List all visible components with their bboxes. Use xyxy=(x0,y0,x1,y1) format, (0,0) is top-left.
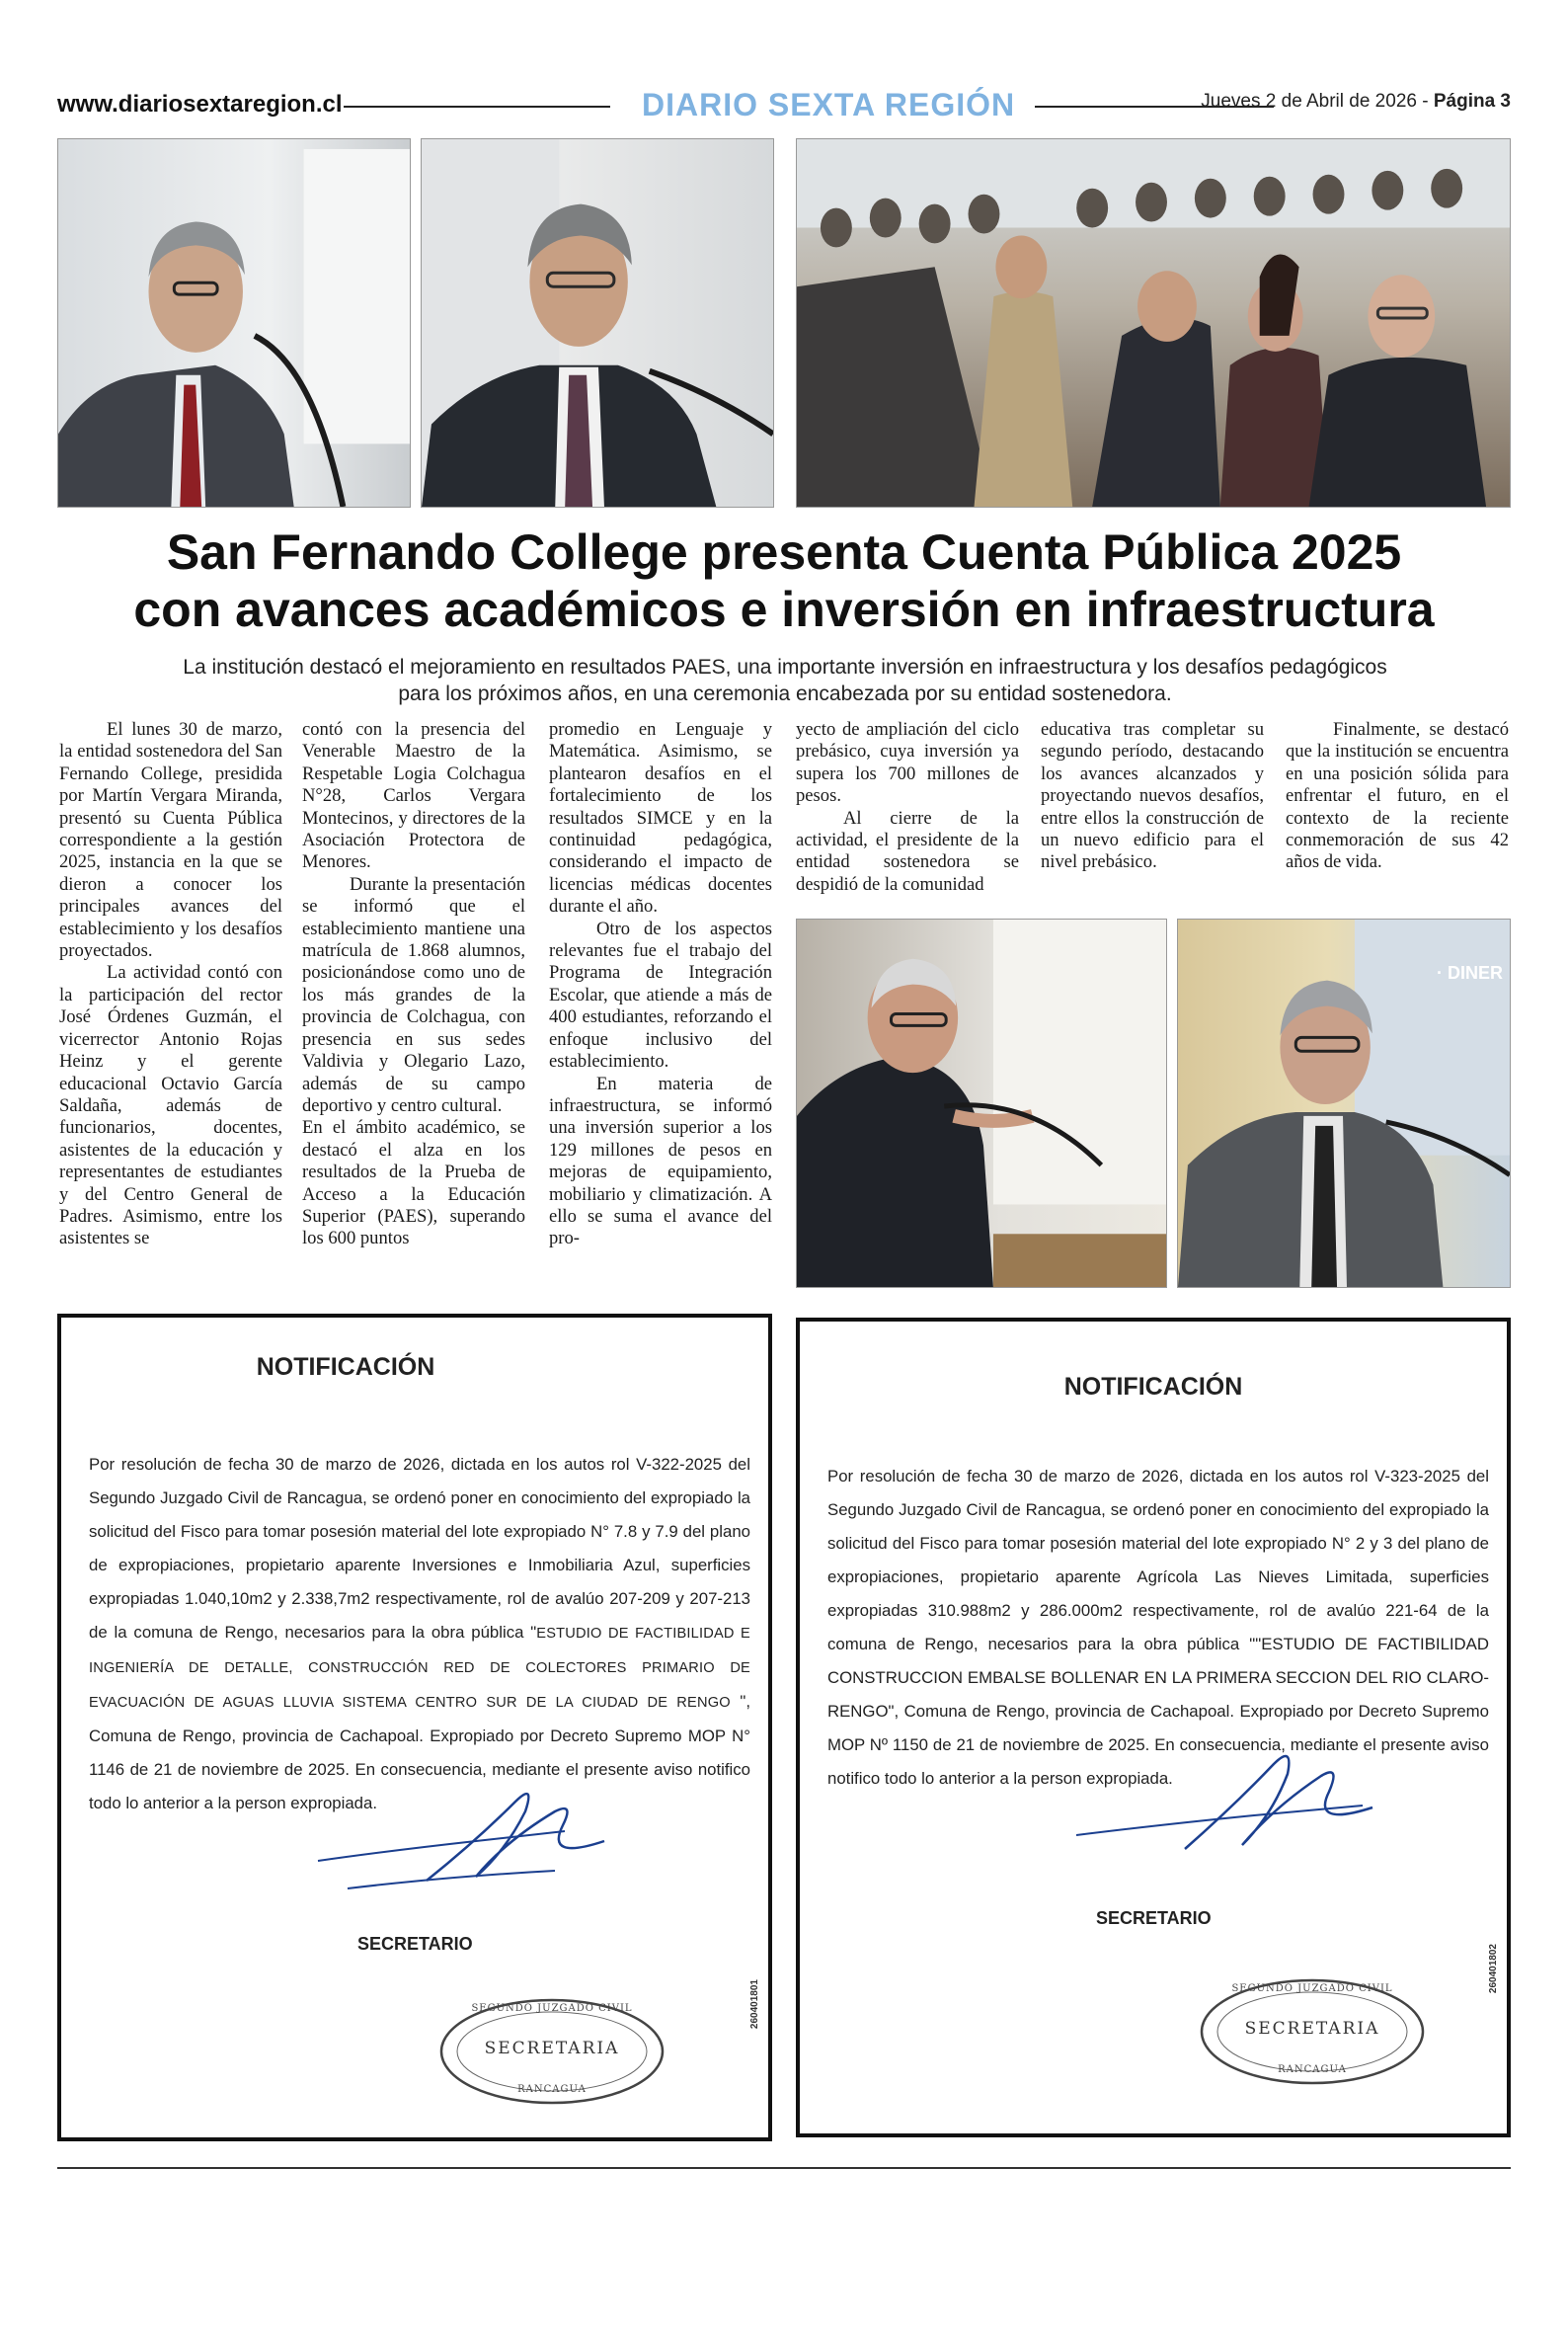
page-header xyxy=(57,85,1511,124)
notice-project-name: ESTUDIO DE FACTIBILIDAD E INGENIERÍA DE DETALLE, CONSTRUCCIÓN RED DE COLECTORES PRIMARIO DE EVACUACIÓN DE AGUAS LLUVIA SISTEMA CENTRO SUR DE LA CIUDAD DE RENGO xyxy=(89,1626,750,1711)
photo-speaker-rector xyxy=(57,138,411,508)
issue-date-text: Jueves 2 de Abril de 2026 - xyxy=(1201,91,1434,112)
secretary-label: SECRETARIO xyxy=(1096,1908,1212,1928)
stamp-bottom-text: RANCAGUA xyxy=(517,2084,587,2095)
signature-icon xyxy=(308,1782,624,1890)
article-column-2 xyxy=(302,719,525,1250)
paragraph: yecto de ampliación del ciclo prebásico, cuya inversión ya supera los 700 millones de pesos. xyxy=(796,719,1019,807)
page-number: Página 3 xyxy=(1433,91,1511,112)
wall-text: · DINER xyxy=(1437,963,1503,983)
legal-notice-2 xyxy=(796,1318,1511,2137)
notice-body: Por resolución de fecha 30 de marzo de 2026, dictada en los autos rol V-323-2025 del Segundo Juzgado Civil de Rancagua, se ordenó poner en conocimiento del expropiado la solicitud del Fisco para tomar posesión material del lote expropiado N° 2 y 3 del plano de expropiaciones, propietario aparente Agrícola Las Nieves Limitada, superficies expropiadas 310.988m2 y 286.000m2 respectivamente, rol de avalúo 221-64 de la comuna de Rengo, necesarios para la obra pública ""ESTUDIO DE FACTIBILIDAD CONSTRUCCION EMBALSE BOLLENAR EN LA PRIMERA SECCION DEL RIO CLARO-RENGO", Comuna de Rengo, provincia de Cachapoal. Expropiado por Decreto Supremo MOP Nº 1150 de 21 de noviembre de 2025. En consecuencia, mediante el presente aviso notifico todo lo anterior a la person expropiada. xyxy=(827,1467,1489,1788)
paragraph: Durante la presentación se informó que el establecimiento mantiene una matrícula de 1.868 alumnos, posicionándose como uno de los más grandes de la provincia de Colchagua, con presencia en sus sedes Valdivia y Olegario Lazo, además de su campo deportivo y centro cultural. xyxy=(302,873,525,1116)
stamp-middle-text: SECRETARIA xyxy=(484,2039,620,2058)
notice-text-b: ", Comuna de Rengo, provincia de Cachapoal. Expropiado por Decreto Supremo MOP N° 1146 de 21 de noviembre de 2025. En consecuencia, mediante el presente aviso notifico todo lo anterior a la person expropiada. xyxy=(89,1692,750,1812)
article-column-6 xyxy=(1286,719,1509,874)
subhead-line-1: La institución destacó el mejoramiento en resultados PAES, una importante inversión en infraestructura y los desafíos pedagógicos xyxy=(183,656,1387,679)
notice-text-a: Por resolución de fecha 30 de marzo de 2026, dictada en los autos rol V-322-2025 del Segundo Juzgado Civil de Rancagua, se ordenó poner en conocimiento del expropiado la solicitud del Fisco para tomar posesión material del lote expropiado N° 7.8 y 7.9 del plano de expropiaciones, propietario aparente Inversiones e Inmobiliaria Azul, superficies expropiadas 1.040,10m2 y 2.338,7m2 respectivamente, rol de avalúo 207-209 y 207-213 de la comuna de Rengo, necesarios para la obra pública " xyxy=(89,1455,750,1642)
paragraph: educativa tras completar su segundo período, destacando los avances alcanzados y proyectando nuevos desafíos, entre ellos la construcción de un nuevo edificio para el nivel prebásico. xyxy=(1041,719,1264,873)
notice-title: NOTIFICACIÓN xyxy=(256,1353,435,1381)
newspaper-brand: DIARIO SEXTA REGIÓN xyxy=(642,87,1016,122)
stamp-top-text: SEGUNDO JUZGADO CIVIL xyxy=(1231,1983,1393,1994)
paragraph: La actividad contó con la participación del rector José Órdenes Guzmán, el vicerrector Antonio Rojas Heinz y el gerente educacional Octavio García Saldaña, además de funcionarios, docentes, asistentes de la educación y representantes de estudiantes y del Centro General de Padres. Asimismo, entre los asistentes se xyxy=(59,962,282,1249)
photo-speaker-gerente xyxy=(1177,919,1511,1288)
photo-audience xyxy=(796,138,1511,508)
article-column-1 xyxy=(59,719,282,1250)
notice-code: 260401802 xyxy=(1488,1944,1499,1994)
notice-title: NOTIFICACIÓN xyxy=(1063,1373,1243,1401)
headline-line-1: San Fernando College presenta Cuenta Pública 2025 xyxy=(166,524,1402,580)
photo-speaker-president xyxy=(421,138,774,508)
paragraph: promedio en Lenguaje y Matemática. Asimismo, se plantearon desafíos en el fortalecimiento de los resultados SIMCE y en la continuidad pedagógica, considerando el impacto de licencias médicas docentes durante el año. xyxy=(549,719,772,918)
court-stamp xyxy=(438,1997,666,2106)
article-column-5 xyxy=(1041,719,1264,874)
court-stamp xyxy=(1199,1977,1426,2086)
notice-code: 260401801 xyxy=(749,1979,760,2030)
stamp-top-text: SEGUNDO JUZGADO CIVIL xyxy=(471,2003,633,2014)
article-column-4 xyxy=(796,719,1019,896)
photo-speaker-lectern xyxy=(796,919,1167,1288)
paragraph: Otro de los aspectos relevantes fue el trabajo del Programa de Integración Escolar, que atiende a más de 400 estudiantes, reforzando el enfoque inclusivo del establecimiento. xyxy=(549,918,772,1073)
secretary-label: SECRETARIO xyxy=(357,1934,473,1954)
stamp-middle-text: SECRETARIA xyxy=(1244,2019,1380,2039)
headline-line-2: con avances académicos e inversión en infraestructura xyxy=(133,582,1435,637)
article-subhead xyxy=(148,654,1422,707)
article-headline xyxy=(57,523,1511,638)
paragraph: En el ámbito académico, se destacó el alza en los resultados de la Prueba de Acceso a la Educación Superior (PAES), superando los 600 puntos xyxy=(302,1117,525,1249)
stamp-bottom-text: RANCAGUA xyxy=(1278,2064,1347,2075)
article-column-3 xyxy=(549,719,772,1250)
notice-body xyxy=(89,1448,750,1820)
footer-rule xyxy=(57,2167,1511,2169)
paragraph: Al cierre de la actividad, el presidente de la entidad sostenedora se despidió de la comunidad xyxy=(796,807,1019,895)
paragraph: El lunes 30 de marzo, la entidad sostenedora del San Fernando College, presidida por Martín Vergara Miranda, presentó su Cuenta Pública correspondiente a la gestión 2025, instancia en la que se dieron a conocer los principales avances del establecimiento y los desafíos proyectados. xyxy=(59,719,282,962)
signature-icon xyxy=(1076,1746,1392,1855)
paragraph: Finalmente, se destacó que la institución se encuentra en una posición sólida para enfrentar el futuro, en el contexto de la reciente conmemoración de sus 42 años de vida. xyxy=(1286,719,1509,873)
issue-date xyxy=(1201,91,1511,113)
site-url[interactable]: www.diariosextaregion.cl xyxy=(57,91,343,118)
paragraph: En materia de infraestructura, se informó una inversión superior a los 129 millones de pesos en mejoras de equipamiento, mobiliario y climatización. A ello se suma el avance del pro- xyxy=(549,1073,772,1249)
subhead-line-2: para los próximos años, en una ceremonia encabezada por su entidad sostenedora. xyxy=(398,683,1172,705)
header-rule-left xyxy=(344,106,610,108)
paragraph: contó con la presencia del Venerable Maestro de la Respetable Logia Colchagua N°28, Carlos Vergara Montecinos, y directores de la Asociación Protectora de Menores. xyxy=(302,719,525,873)
legal-notice-1 xyxy=(57,1314,772,2141)
